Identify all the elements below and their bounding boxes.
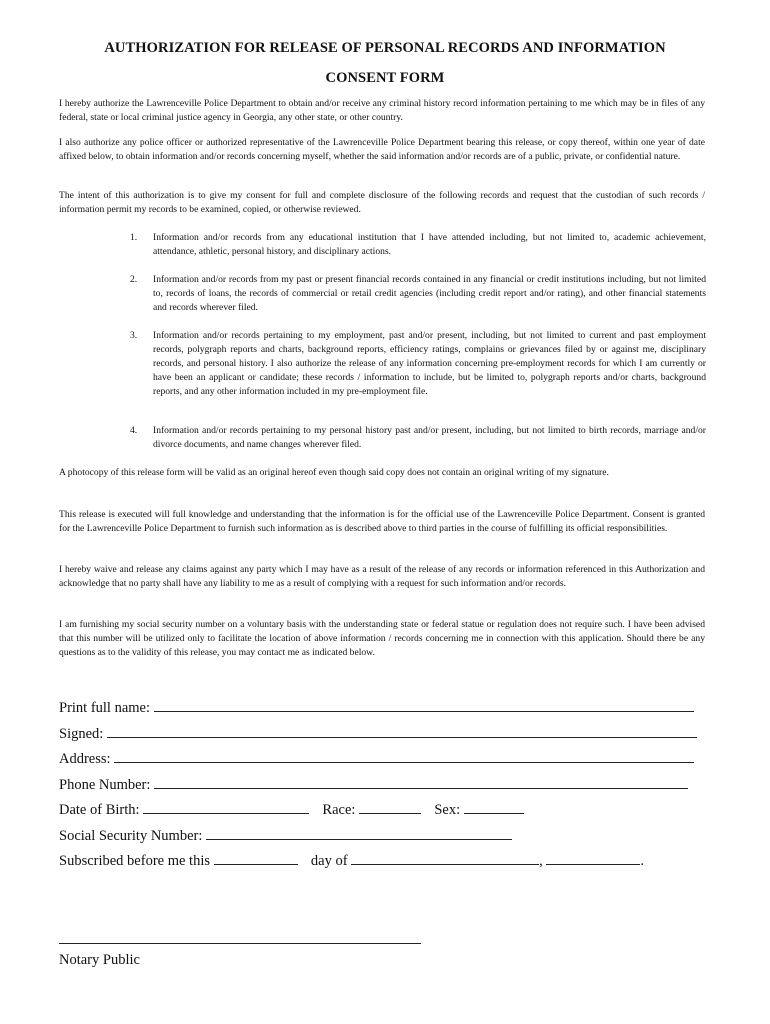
- paragraph-waive: I hereby waive and release any claims against any party which I may have as a result of the release of any records or information referenced in this Authorization and acknowledge that no party shall have any liability to me as a result of complying with a request for such information and/or records.: [59, 564, 705, 589]
- race-field[interactable]: [359, 799, 421, 814]
- dob-row: [59, 799, 524, 820]
- sex-field[interactable]: [464, 799, 524, 814]
- list-item-number: 1.: [130, 232, 138, 243]
- print-name-label: Print full name:: [59, 700, 151, 716]
- paragraph-executed: This release is executed will full knowledge and understanding that the information is for the official use of the Lawrenceville Police Department. Consent is granted for the Lawrenceville Police Department to furnish such information as is described above to third parties in the course of fulfilling its official responsibilities.: [59, 509, 705, 534]
- notary-signature-line[interactable]: [59, 943, 421, 944]
- phone-label: Phone Number:: [59, 777, 151, 793]
- list-item-number: 3.: [130, 330, 138, 341]
- list-item-text: Information and/or records from my past or present financial records contained in any financial or credit institutions including, but not limited to, records of loans, the records of commercial or retail credit agencies (including credit report and/or rating), and other financial statements and records wherever filed.: [153, 274, 706, 313]
- ssn-row: [59, 825, 512, 846]
- list-item-text: Information and/or records pertaining to my personal history past and/or present, including, but not limited to birth records, marriage and/or divorce documents, and name changes wherever filed.: [153, 425, 706, 450]
- form-subtitle: CONSENT FORM: [325, 70, 445, 86]
- period-mark: .: [640, 853, 645, 869]
- paragraph-authorize-obtain: I hereby authorize the Lawrenceville Police Department to obtain and/or receive any criminal history record information pertaining to me which may be in files of any federal, state or local criminal justice agency in Georgia, any other state, or other country.: [59, 98, 705, 123]
- list-item-text: Information and/or records pertaining to my employment, past and/or present, including, but not limited to current and past employment records, polygraph reports and charts, background reports, efficiency ratings, complains or grievances filed by or against me, disciplinary records, and personal history. I also authorize the release of any information concerning pre-employment records for which I am currently or have been an applicant or candidate; these records / information to include, but be limited to, polygraph reports and/or charts, background reports, and any other information included in my pre-employment file.: [153, 330, 706, 397]
- ssn-label: Social Security Number:: [59, 828, 203, 844]
- paragraph-authorize-officer: I also authorize any police officer or authorized representative of the Lawrenceville Police Department bearing this release, or copy thereof, within one year of date affixed below, to obtain information and/or records concerning myself, whether the said information and/or records are of a public, private, or confidential nature.: [59, 137, 705, 162]
- signed-label: Signed:: [59, 726, 104, 742]
- paragraph-intent: The intent of this authorization is to give my consent for full and complete disclosure of the following records and request that the custodian of such records / information permit my records to be examined, copied, or otherwise reviewed.: [59, 190, 705, 215]
- subscribed-label: Subscribed before me this: [59, 853, 211, 869]
- sex-label: Sex:: [434, 802, 461, 818]
- day-of-label: day of: [310, 853, 348, 869]
- phone-row: [59, 774, 688, 795]
- comma-separator: ,: [539, 853, 543, 869]
- subscribed-year-field[interactable]: [546, 850, 640, 865]
- list-item-number: 4.: [130, 425, 138, 436]
- print-name-row: [59, 697, 694, 718]
- print-name-field[interactable]: [154, 697, 694, 712]
- notary-label: Notary Public: [59, 952, 140, 968]
- subscribed-month-field[interactable]: [351, 850, 539, 865]
- signed-row: [59, 723, 697, 744]
- signature-field[interactable]: [107, 723, 697, 738]
- dob-label: Date of Birth:: [59, 802, 140, 818]
- address-row: [59, 748, 694, 769]
- paragraph-photocopy: A photocopy of this release form will be valid as an original hereof even though said copy does not contain an original writing of my signature.: [59, 467, 609, 478]
- ssn-field[interactable]: [206, 825, 512, 840]
- subscribed-row: [59, 850, 644, 871]
- subscribed-day-field[interactable]: [214, 850, 298, 865]
- dob-field[interactable]: [143, 799, 309, 814]
- form-title: AUTHORIZATION FOR RELEASE OF PERSONAL RECORDS AND INFORMATION: [104, 40, 666, 56]
- address-label: Address:: [59, 751, 111, 767]
- race-label: Race:: [322, 802, 356, 818]
- address-field[interactable]: [114, 748, 694, 763]
- list-item-number: 2.: [130, 274, 138, 285]
- paragraph-ssn: I am furnishing my social security number on a voluntary basis with the understanding state or federal statue or regulation does not require such. I have been advised that this number will be utilized only to facilitate the location of above information / records concerning me in connection with this application. Should there be any questions as to the validity of this release, you may contact me as indicated below.: [59, 619, 705, 658]
- list-item-text: Information and/or records from any educational institution that I have attended including, but not limited to, academic achievement, attendance, athletic, personal history, and disciplinary actions.: [153, 232, 706, 257]
- phone-field[interactable]: [154, 774, 688, 789]
